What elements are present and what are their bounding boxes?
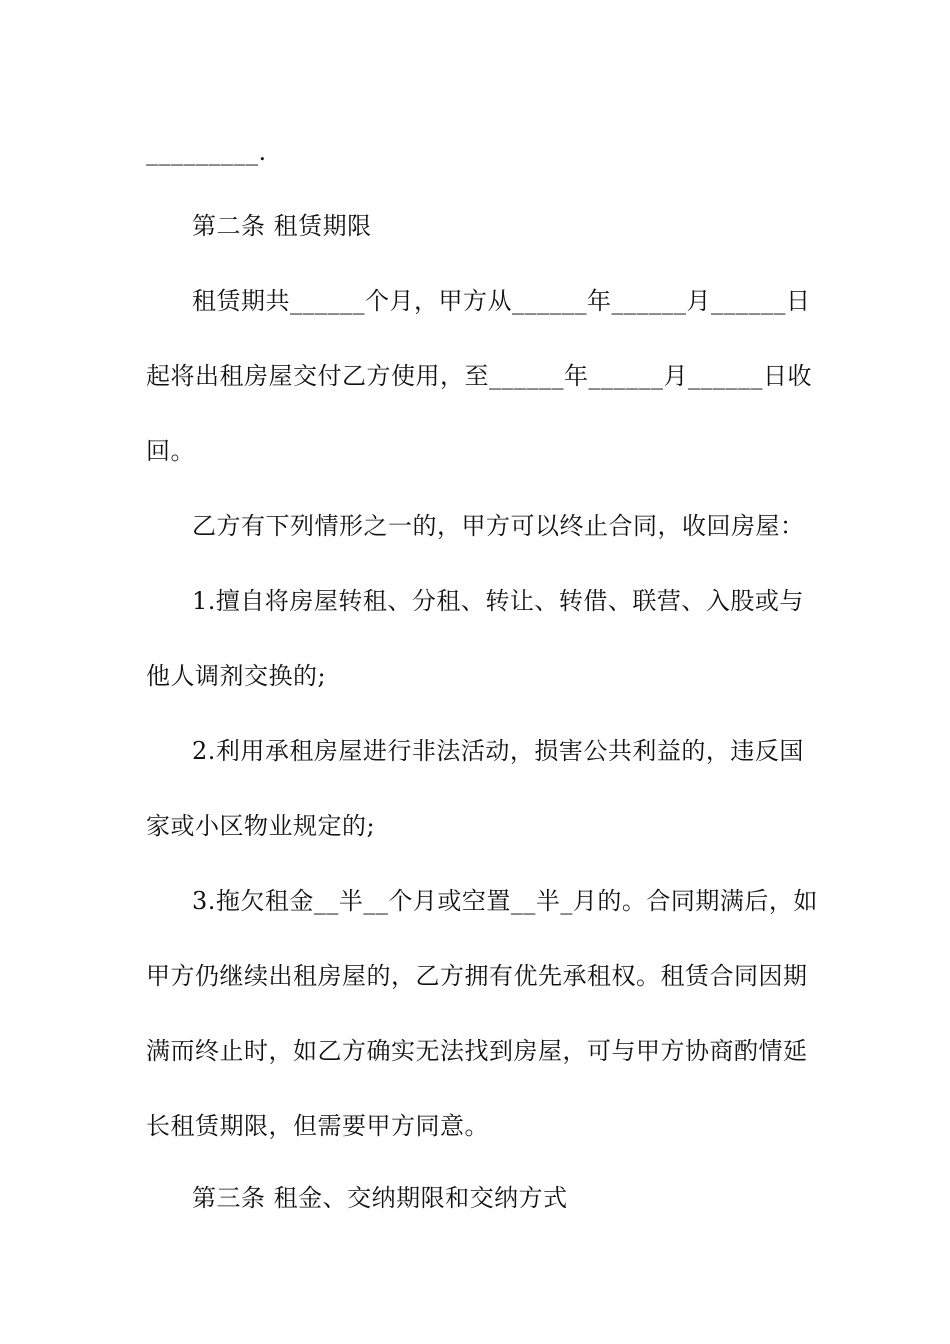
article-2-heading: 第二条 租赁期限 [192,212,372,240]
blank-line-fragment: _________. [146,138,267,166]
paragraph-line: 满而终止时，如乙方确实无法找到房屋，可与甲方协商酌情延 [146,1037,808,1065]
list-item-2-continuation: 家或小区物业规定的; [146,812,376,840]
paragraph-line: 乙方有下列情形之一的，甲方可以终止合同，收回房屋： [192,512,805,540]
paragraph-line: 长租赁期限，但需要甲方同意。 [146,1112,489,1140]
list-item-3: 3.拖欠租金__半__个月或空置__半_月的。合同期满后，如 [192,887,818,915]
paragraph-line: 甲方仍继续出租房屋的，乙方拥有优先承租权。租赁合同因期 [146,962,808,990]
list-item-1-continuation: 他人调剂交换的; [146,662,327,690]
list-item-1: 1.擅自将房屋转租、分租、转让、转借、联营、入股或与 [192,587,804,615]
paragraph-line: 起将出租房屋交付乙方使用，至______年______月______日收 [146,362,812,390]
paragraph-line: 回。 [146,437,195,465]
list-item-2: 2.利用承租房屋进行非法活动，损害公共利益的，违反国 [192,737,804,765]
paragraph-line: 租赁期共______个月，甲方从______年______月______日 [192,287,811,315]
article-3-heading: 第三条 租金、交纳期限和交纳方式 [192,1184,568,1212]
